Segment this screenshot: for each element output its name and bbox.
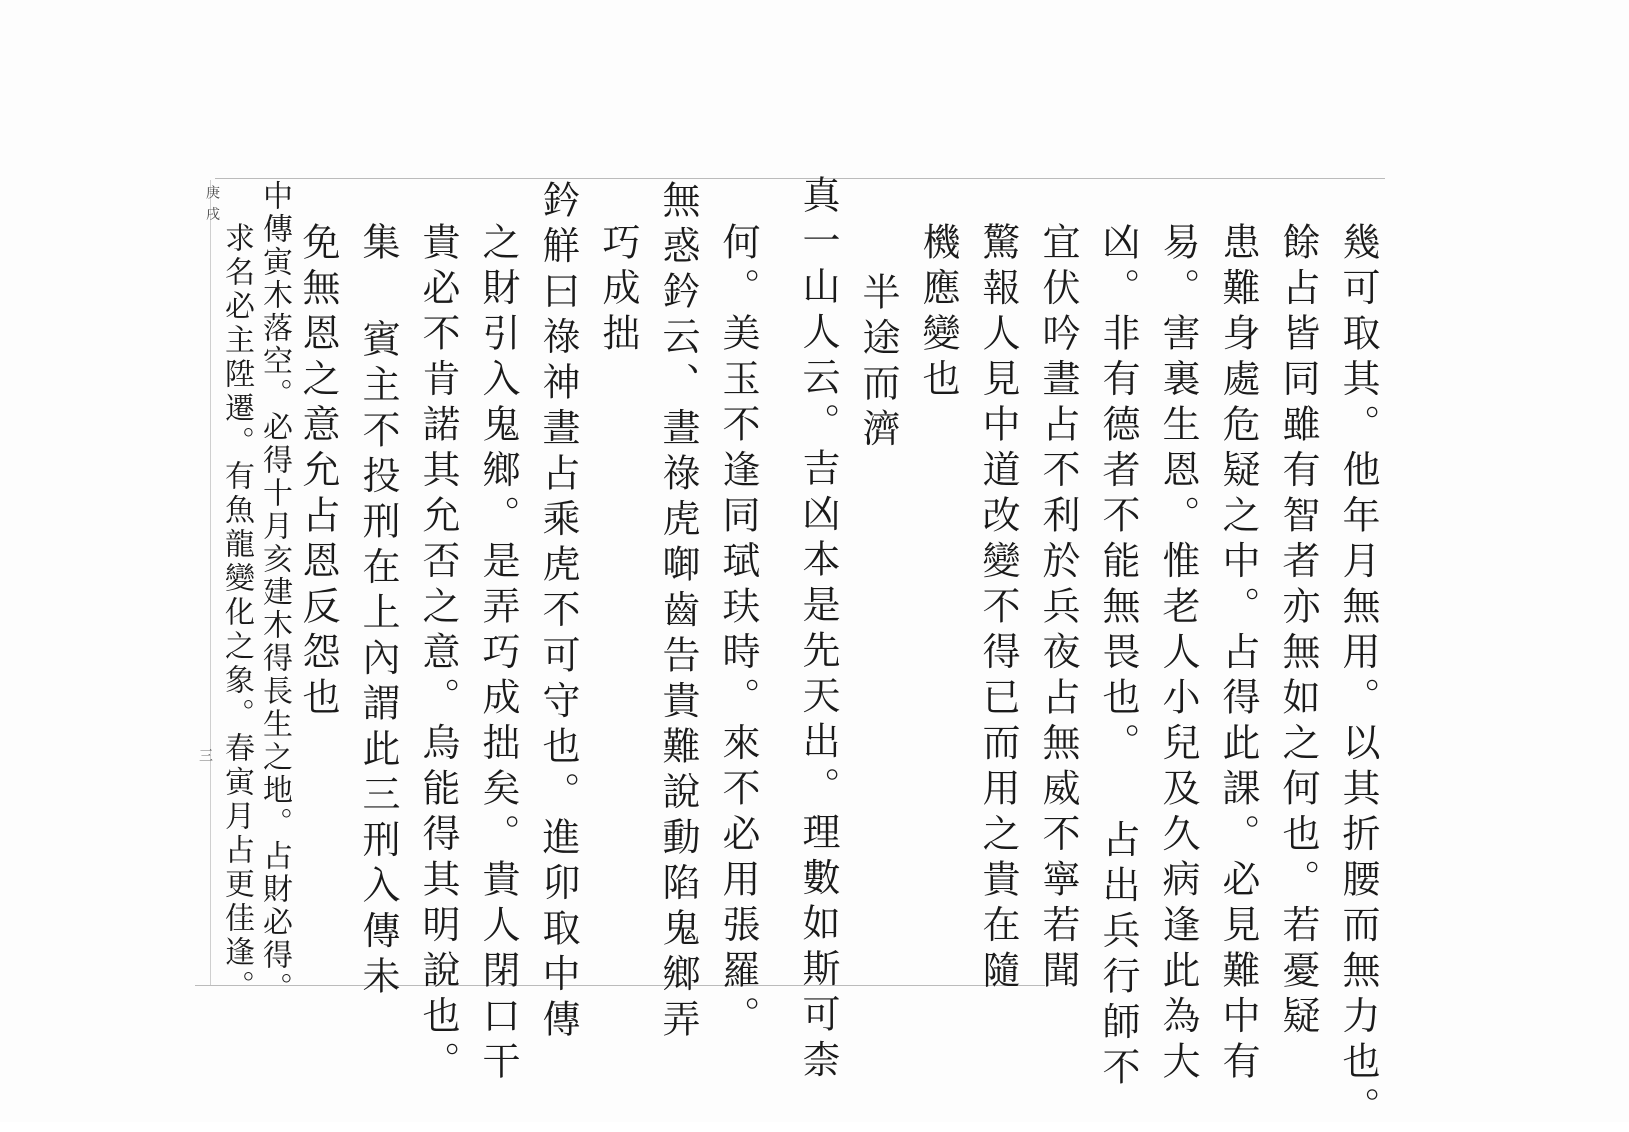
text-column-16: 貴必不肯諾其允否之意。烏能得其明說也。 xyxy=(416,222,460,1087)
bottom-frame-rule xyxy=(195,985,1045,986)
text-column-12: 無惑鈐云、晝祿虎啣齒告貴難說動陷鬼鄉弄 xyxy=(656,180,700,1045)
text-column-11: 何。美玉不逢同珷玞時。來不必用張羅。 xyxy=(716,222,760,1041)
text-column-13: 巧成拙 xyxy=(596,222,640,359)
left-frame-rule xyxy=(210,180,211,985)
text-column-18: 免無恩之意允占恩反怨也 xyxy=(296,222,340,723)
text-column-4: 易。害裏生恩。惟老人小兒及久病逢此為大 xyxy=(1156,222,1200,1087)
text-column-7: 驚報人見中道改變不得已而用之貴在隨 xyxy=(976,222,1020,996)
text-column-17: 集 賓主不投刑在上內謂此三刑入傳未 xyxy=(356,222,400,1002)
section-heading: 半途而濟 xyxy=(856,272,900,454)
text-column-20: 求名必主陞遷。有魚龍變化之象。春寅月占更佳逢。 xyxy=(219,222,254,1004)
text-column-14: 鈐觧曰祿神晝占乘虎不可守也。進卯取中傳 xyxy=(536,180,580,1045)
page-number: 三 xyxy=(197,748,213,770)
text-column-3: 患難身處危疑之中。占得此課。必見難中有 xyxy=(1216,222,1260,1087)
text-column-8: 機應變也 xyxy=(916,222,960,404)
margin-label: 庚戌 xyxy=(204,185,220,228)
text-column-15: 之財引入鬼鄉。是弄巧成拙矣。貴人閉口干 xyxy=(476,222,520,1087)
text-column-19: 中傳寅木落空。必得十月亥建木得長生之地。占財必得。 xyxy=(257,180,292,1005)
text-column-2: 餘占皆同雖有智者亦無如之何也。若憂疑 xyxy=(1276,222,1320,1041)
text-column-6: 宜伏吟晝占不利於兵夜占無威不寧若聞 xyxy=(1036,222,1080,996)
text-column-5: 凶。非有德者不能無畏也。 占出兵行師不 xyxy=(1096,222,1140,1093)
text-column-1: 幾可取其。他年月無用。以其折腰而無力也。 xyxy=(1336,222,1380,1132)
text-column-10: 真一山人云。吉凶本是先天出。理數如斯可柰 xyxy=(796,175,840,1085)
